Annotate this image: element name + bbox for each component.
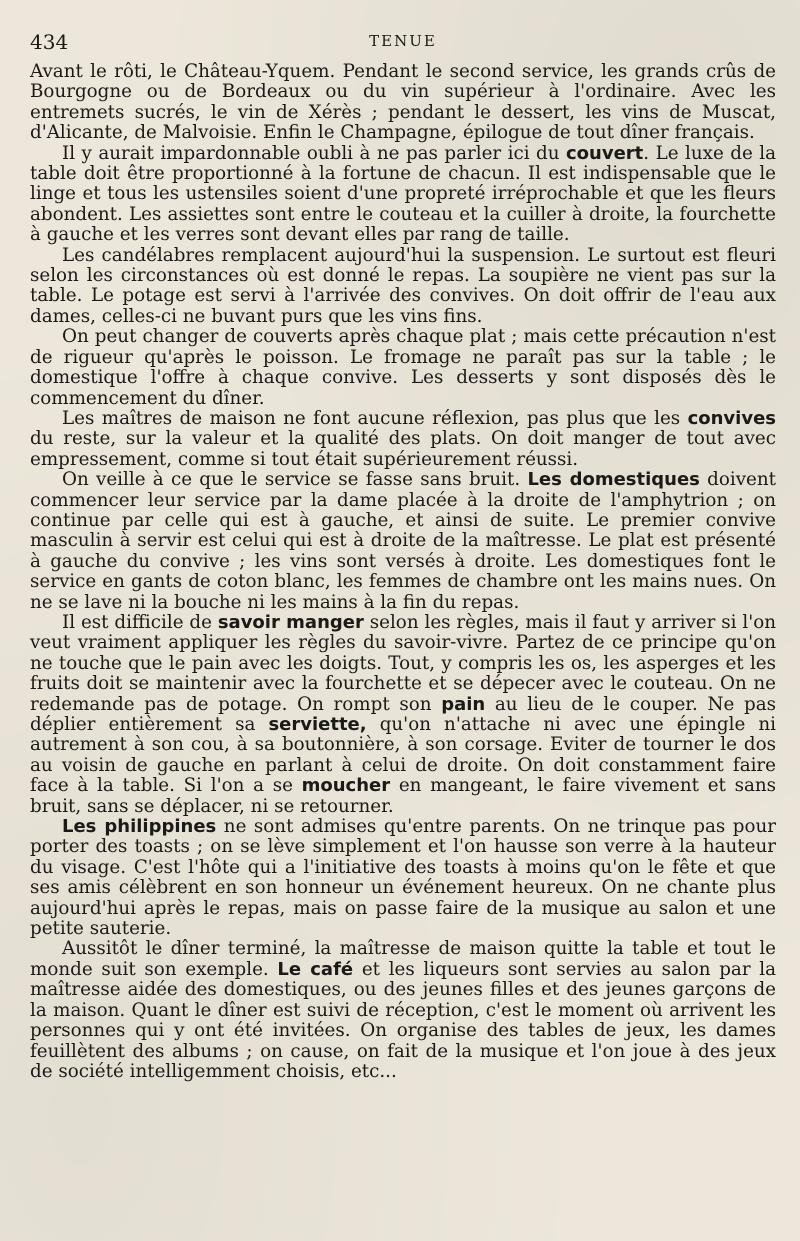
keyword: savoir manger xyxy=(217,611,364,633)
paragraph-text: selon les règles, mais il faut y arriver si l'on veut vraiment appliquer les règles du savoir-vivre. Partez de ce principe qu'on ne touche que le pain avec les doigts. Tout, y compris les os, les asperges et les fruits doit se maintenir avec la fourchette et se dépecer avec le couteau. On ne redemande pas de potage. On rompt son xyxy=(30,611,776,715)
keyword: pain xyxy=(441,693,486,715)
paragraph-text: au lieu de le couper. Ne pas déplier entièrement sa xyxy=(30,693,776,735)
page-number: 434 xyxy=(30,30,69,54)
paragraph-text: et les liqueurs sont servies au salon par la maîtresse aidée des domestiques, ou des jeunes filles et des jeunes garçons de la maison. Quant le dîner est suivi de réception, c'est le moment où arrivent les personnes qui y ont été invitées. On organise des tables de jeux, les dames feuillètent des albums ; on cause, on fait de la musique et l'on joue à des jeux de société intelligemment choisis, etc... xyxy=(30,958,777,1082)
keyword: convives xyxy=(687,407,776,429)
keyword: Les domestiques xyxy=(527,469,700,491)
paragraph xyxy=(30,246,776,328)
paragraph-text: doivent commencer leur service par la dame placée à la droite de l'amphytrion ; on continue par celle qui est à gauche, et ainsi de suite. Le premier convive masculin à servir est celui qui est à droite de la maîtresse. Le plat est présenté à gauche du convive ; les vins sont versés à droite. Les domestiques font le service en gants de coton blanc, les femmes de chambre ont les mains nues. On ne se lave ni la bouche ni les mains à la fin du repas. xyxy=(30,469,777,613)
paragraph xyxy=(30,817,776,939)
keyword: moucher xyxy=(301,775,391,797)
paragraph-text: On peut changer de couverts après chaque plat ; mais cette précaution n'est de rigueur qu'après le poisson. Le fromage ne paraît pas sur la table ; le domestique l'offre à chaque convive. Les desserts y sont disposés dès le commencement du dîner. xyxy=(30,326,776,409)
paragraph xyxy=(30,470,776,613)
paragraph xyxy=(30,939,776,1082)
paragraph-text: On veille à ce que le service se fasse sans bruit. xyxy=(62,469,528,491)
paragraph-text: en mangeant, le faire vivement et sans bruit, sans se déplacer, ni se retourner. xyxy=(30,775,777,817)
paragraph-text: Il est difficile de xyxy=(62,611,218,633)
paragraph-text: Avant le rôti, le Château-Yquem. Pendant le second service, les grands crûs de Bourgogne ou de Bordeaux ou du vin supérieur à l'ordinaire. Avec les entremets sucrés, le vin de Xérès ; pendant le dessert, les vins de Muscat, d'Alicante, de Malvoisie. Enfin le Champagne, épilogue de tout dîner français. xyxy=(30,61,776,144)
keyword: serviette, xyxy=(268,714,367,735)
paragraph xyxy=(30,62,776,144)
paragraph xyxy=(30,327,776,409)
paragraph-text: Les candélabres remplacent aujourd'hui la suspension. Le surtout est fleuri selon les circonstances où est donné le repas. La soupière ne vient pas sur la table. Le potage est servi à l'arrivée des convives. On doit offrir de l'eau aux dames, celles-ci ne buvant purs que les vins fins. xyxy=(30,244,776,327)
paragraph-text: Aussitôt le dîner terminé, la maîtresse de maison quitte la table et tout le monde suit son exemple. xyxy=(30,938,776,980)
keyword: couvert xyxy=(566,142,644,164)
paragraph-text: du reste, sur la valeur et la qualité des plats. On doit manger de tout avec empressement, comme si tout était supérieurement réussi. xyxy=(30,428,776,470)
paragraph-text: ne sont admises qu'entre parents. On ne trinque pas pour porter des toasts ; on se lève simplement et l'on hausse son verre à la hauteur du visage. C'est l'hôte qui a l'initiative des toasts à moins qu'on le fête et que ses amis célèbrent en son honneur un événement heureux. On ne chante plus aujourd'hui après le repas, mais on passe faire de la musique au salon et une petite sauterie. xyxy=(30,816,777,940)
paragraph-text: qu'on n'attache ni avec une épingle ni autrement à son cou, à sa boutonnière, à son corsage. Eviter de tourner le dos au voisin de gauche en parlant à celui de droite. On doit constamment faire face à la table. Si l'on a se xyxy=(30,714,776,797)
page-header xyxy=(30,26,776,56)
keyword: Les philippines xyxy=(62,816,217,838)
paragraph-text: . Le luxe de la table doit être proportionné à la fortune de chacun. Il est indispensable que le linge et tous les ustensiles soient d'une propreté irréprochable et que les fleurs abondent. Les assiettes sont entre le couteau et la cuiller à droite, la fourchette à gauche et les verres sont devant elles par rang de taille. xyxy=(30,142,776,246)
body-text xyxy=(30,62,776,1082)
paragraph xyxy=(30,613,776,817)
paragraph-text: Il y aurait impardonnable oubli à ne pas parler ici du xyxy=(62,142,567,164)
paragraph-text: Les maîtres de maison ne font aucune réflexion, pas plus que les xyxy=(62,407,688,429)
running-head: TENUE xyxy=(369,32,437,50)
keyword: Le café xyxy=(277,958,354,980)
paragraph xyxy=(30,409,776,470)
paragraph xyxy=(30,144,776,246)
